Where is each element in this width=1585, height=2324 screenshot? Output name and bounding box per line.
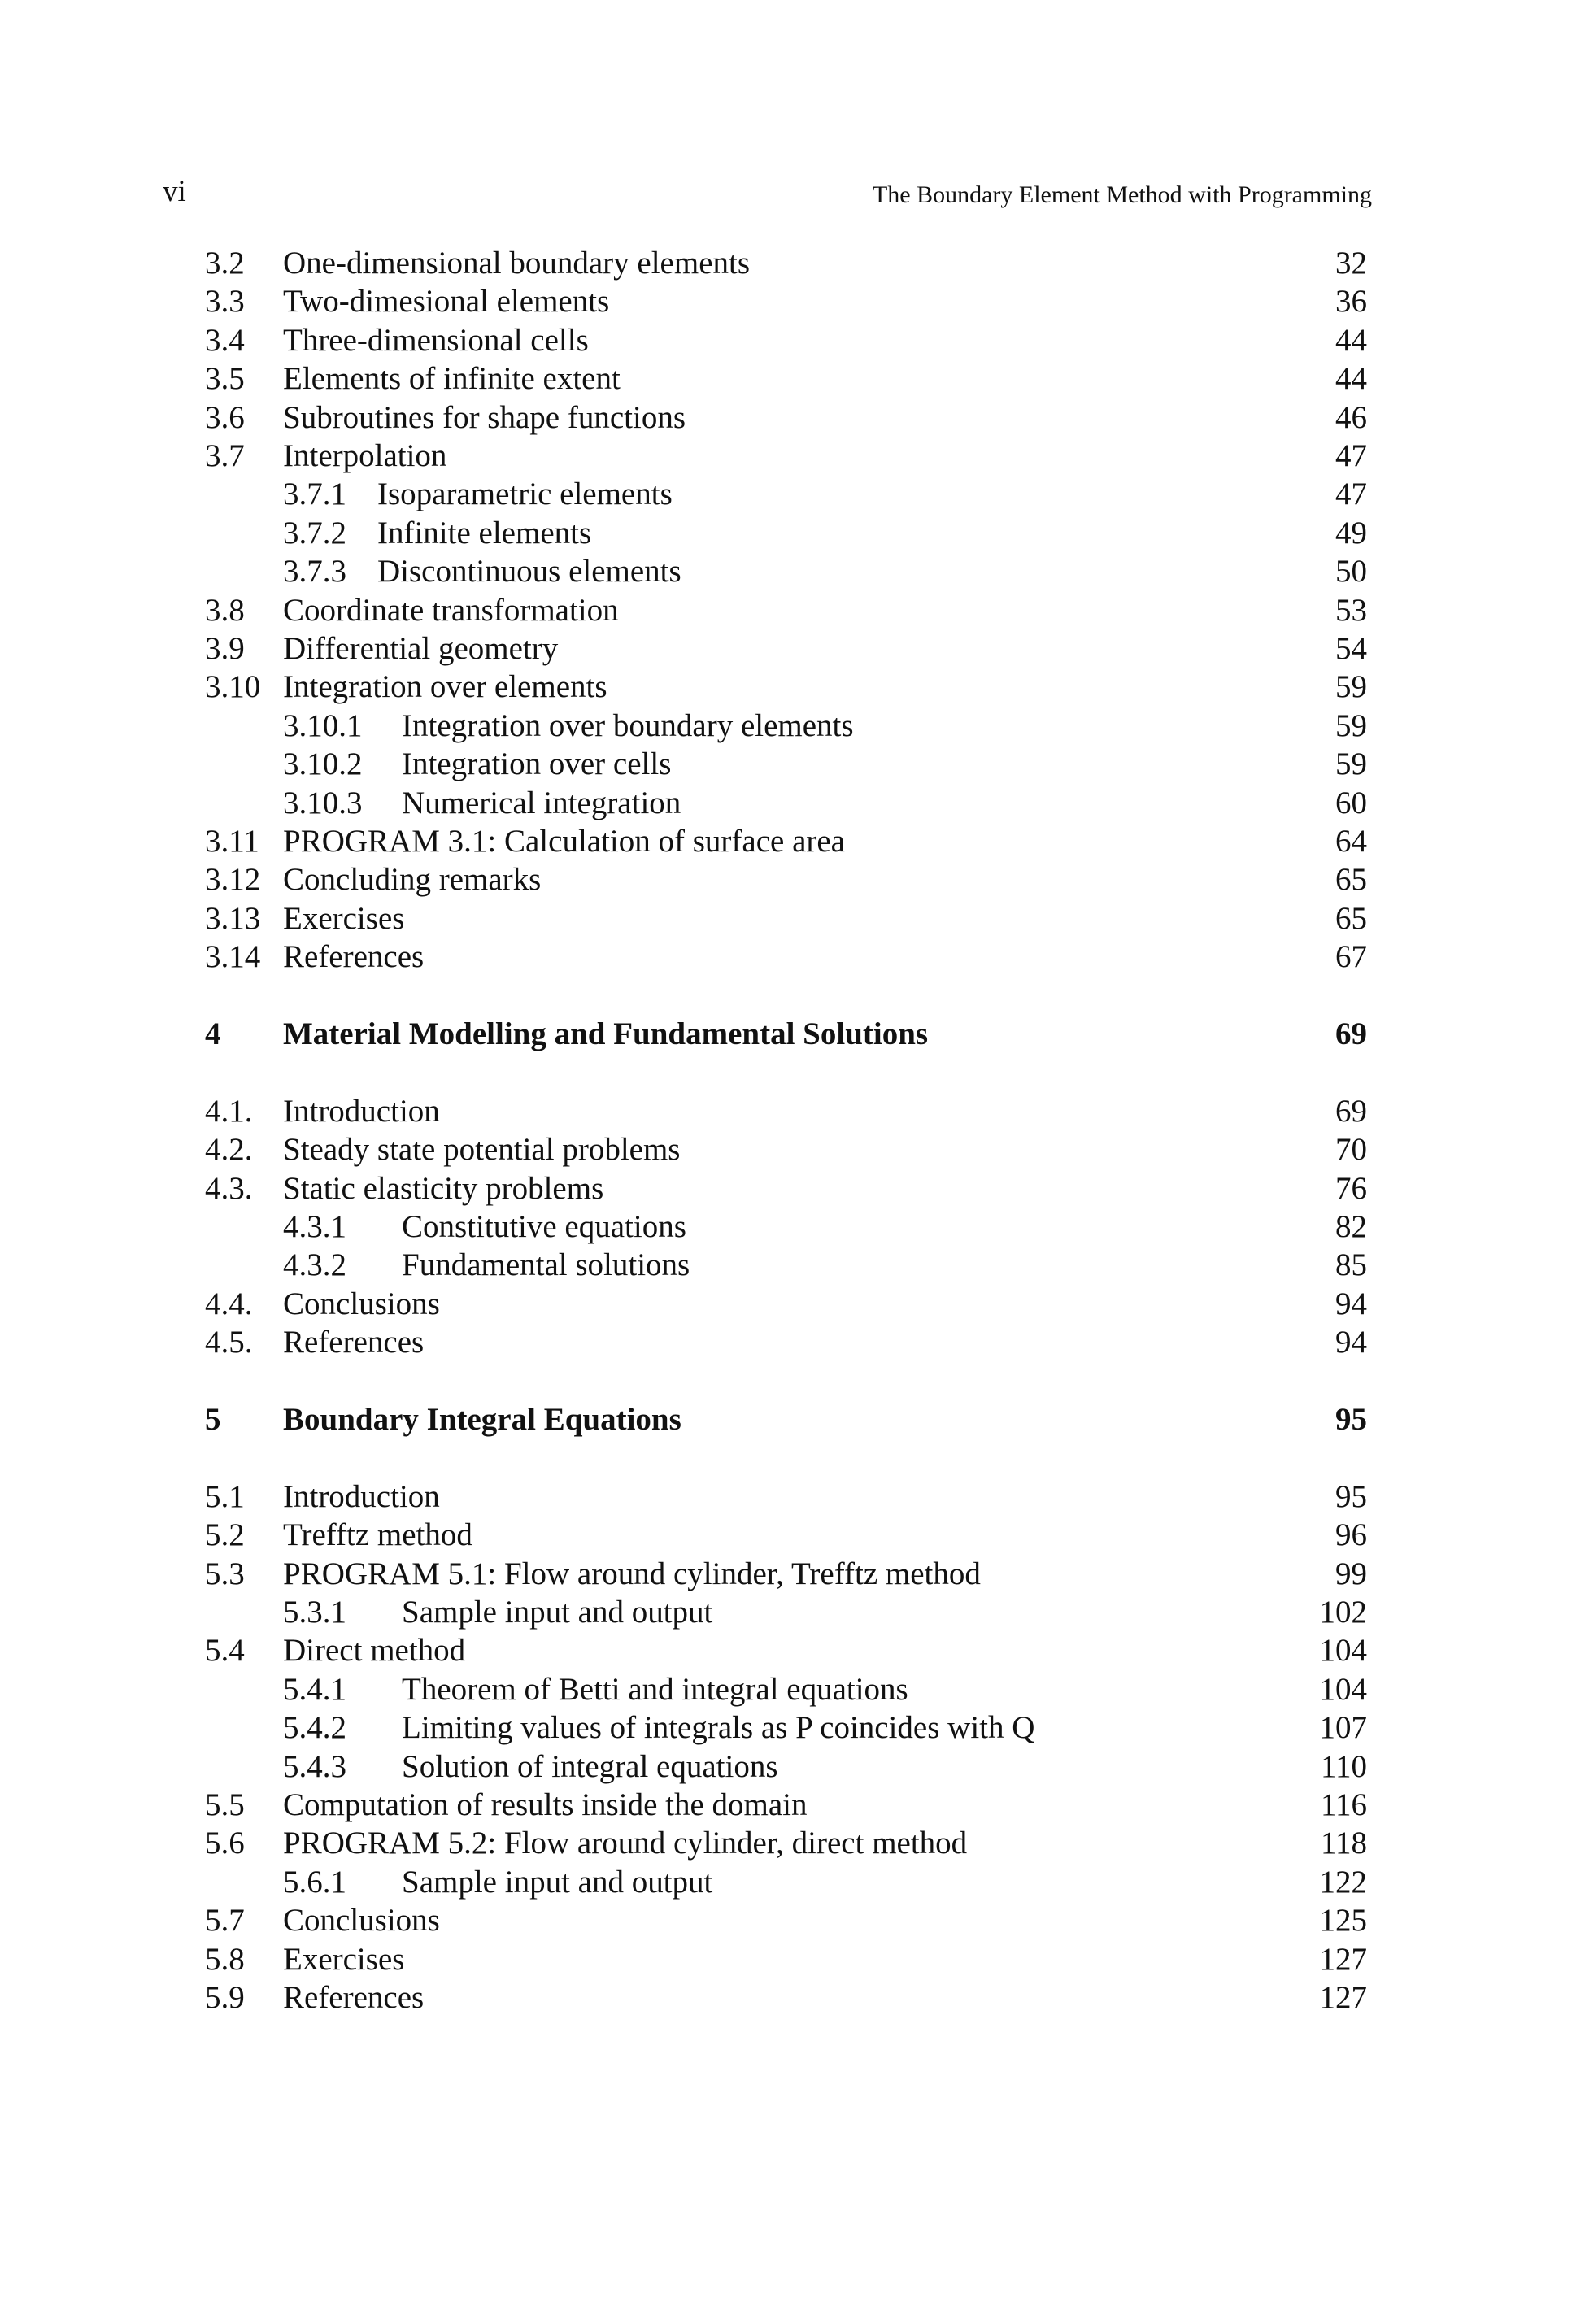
toc-entry[interactable] (0, 1130, 1585, 1169)
toc-entry-title: Trefftz method (283, 1517, 472, 1552)
toc-entry-number: 3.2 (205, 246, 245, 281)
toc-entry[interactable] (0, 899, 1585, 938)
page-folio: vi (163, 175, 186, 208)
toc-entry-page-number: 116 (1320, 1787, 1367, 1822)
toc-entry-number: 3.7.3 (283, 554, 346, 589)
toc-entry-page-number: 67 (1335, 939, 1367, 974)
toc-entry-number: 3.6 (205, 400, 245, 435)
toc-entry[interactable] (0, 1901, 1585, 1940)
toc-entry-title: Conclusions (283, 1286, 440, 1321)
toc-entry-number: 3.3 (205, 284, 245, 319)
toc-entry-page-number: 59 (1335, 746, 1367, 781)
toc-entry-page-number: 107 (1319, 1710, 1367, 1745)
toc-entry-title: Integration over boundary elements (402, 708, 854, 743)
toc-entry-title: Steady state potential problems (283, 1132, 681, 1167)
toc-entry-title: Integration over cells (402, 746, 672, 781)
toc-entry[interactable] (0, 475, 1585, 514)
toc-entry-number: 5.3.1 (283, 1595, 346, 1630)
toc-entry-title: Direct method (283, 1633, 466, 1668)
toc-entry-page-number: 104 (1319, 1672, 1367, 1707)
toc-entry-number: 3.10 (205, 669, 261, 704)
toc-entry-number: 3.12 (205, 862, 261, 897)
toc-entry[interactable] (0, 437, 1585, 476)
toc-entry[interactable] (0, 1516, 1585, 1555)
toc-entry[interactable] (0, 282, 1585, 321)
toc-entry-page-number: 50 (1335, 554, 1367, 589)
toc-entry-title: Material Modelling and Fundamental Solutions (283, 1016, 929, 1051)
toc-entry-number: 5 (205, 1402, 221, 1437)
toc-entry[interactable] (0, 244, 1585, 283)
toc-entry-number: 3.10.2 (283, 746, 363, 781)
toc-entry-number: 3.14 (205, 939, 261, 974)
toc-entry[interactable] (0, 1631, 1585, 1670)
toc-entry-page-number: 53 (1335, 593, 1367, 628)
toc-entry-page-number: 59 (1335, 708, 1367, 743)
toc-entry-title: Constitutive equations (402, 1209, 686, 1244)
toc-entry-number: 5.4 (205, 1633, 245, 1668)
toc-entry-number: 3.13 (205, 901, 261, 936)
toc-entry-title: Sample input and output (402, 1865, 713, 1900)
toc-entry[interactable] (0, 629, 1585, 668)
toc-entry-title: Conclusions (283, 1903, 440, 1938)
toc-entry-page-number: 54 (1335, 631, 1367, 666)
toc-entry[interactable] (0, 1593, 1585, 1632)
toc-entry-page-number: 118 (1320, 1826, 1367, 1861)
toc-entry-title: Exercises (283, 901, 405, 936)
toc-entry-title: Numerical integration (402, 786, 681, 820)
toc-entry-page-number: 95 (1335, 1479, 1367, 1514)
toc-entry-title: Isoparametric elements (377, 477, 673, 511)
toc-entry-number: 3.4 (205, 323, 245, 358)
toc-entry-title: Integration over elements (283, 669, 607, 704)
toc-entry[interactable] (0, 1863, 1585, 1902)
toc-entry[interactable] (0, 1708, 1585, 1747)
toc-entry-page-number: 44 (1335, 361, 1367, 396)
toc-entry-number: 4.3.2 (283, 1247, 346, 1282)
toc-entry-number: 5.6.1 (283, 1865, 346, 1900)
toc-entry[interactable] (0, 359, 1585, 398)
toc-entry-title: Subroutines for shape functions (283, 400, 686, 435)
toc-entry-title: Interpolation (283, 438, 447, 473)
toc-entry[interactable] (0, 1208, 1585, 1247)
toc-entry[interactable] (0, 1246, 1585, 1285)
toc-entry-page-number: 110 (1320, 1749, 1367, 1784)
toc-entry[interactable] (0, 1824, 1585, 1863)
toc-entry-title: Sample input and output (402, 1595, 713, 1630)
toc-entry-page-number: 64 (1335, 824, 1367, 859)
toc-entry[interactable] (0, 552, 1585, 591)
toc-entry-number: 5.7 (205, 1903, 245, 1938)
toc-entry-page-number: 99 (1335, 1556, 1367, 1591)
toc-entry-page-number: 82 (1335, 1209, 1367, 1244)
toc-entry-title: Three-dimensional cells (283, 323, 589, 358)
toc-entry-page-number: 69 (1335, 1016, 1367, 1051)
toc-entry[interactable] (0, 1285, 1585, 1324)
toc-entry-number: 4.1. (205, 1094, 253, 1129)
toc-entry-title: Discontinuous elements (377, 554, 681, 589)
toc-entry[interactable] (0, 707, 1585, 746)
toc-entry[interactable] (0, 1670, 1585, 1709)
toc-entry-title: Two-dimesional elements (283, 284, 610, 319)
toc-entry-page-number: 36 (1335, 284, 1367, 319)
toc-entry-number: 3.7.2 (283, 516, 346, 551)
toc-entry-number: 4.3. (205, 1171, 253, 1206)
toc-entry-title: Concluding remarks (283, 862, 542, 897)
toc-entry[interactable] (0, 822, 1585, 861)
toc-entry-number: 4.5. (205, 1325, 253, 1360)
toc-entry-number: 5.3 (205, 1556, 245, 1591)
toc-entry-page-number: 94 (1335, 1286, 1367, 1321)
toc-entry-page-number: 46 (1335, 400, 1367, 435)
toc-entry-title: Coordinate transformation (283, 593, 619, 628)
toc-entry-title: Introduction (283, 1094, 440, 1129)
toc-entry-number: 5.4.2 (283, 1710, 346, 1745)
toc-entry-number: 3.5 (205, 361, 245, 396)
toc-entry[interactable] (0, 938, 1585, 977)
toc-entry-title: One-dimensional boundary elements (283, 246, 751, 281)
toc-entry[interactable] (0, 745, 1585, 784)
toc-entry-page-number: 95 (1335, 1402, 1367, 1437)
toc-entry-page-number: 69 (1335, 1094, 1367, 1129)
toc-entry-title: Exercises (283, 1942, 405, 1977)
toc-entry-page-number: 32 (1335, 246, 1367, 281)
toc-entry-title: Static elasticity problems (283, 1171, 604, 1206)
toc-entry[interactable] (0, 398, 1585, 437)
toc-entry-number: 4.4. (205, 1286, 253, 1321)
toc-entry-title: Infinite elements (377, 516, 592, 551)
toc-entry[interactable] (0, 668, 1585, 707)
toc-entry-title: References (283, 939, 425, 974)
toc-entry-page-number: 70 (1335, 1132, 1367, 1167)
toc-entry[interactable] (0, 1478, 1585, 1517)
toc-entry-page-number: 94 (1335, 1325, 1367, 1360)
toc-entry[interactable] (0, 1978, 1585, 2017)
toc-entry[interactable] (0, 1940, 1585, 1979)
toc-entry-page-number: 47 (1335, 438, 1367, 473)
toc-entry[interactable] (0, 1786, 1585, 1825)
toc-entry-number: 5.4.3 (283, 1749, 346, 1784)
toc-entry-number: 5.2 (205, 1517, 245, 1552)
toc-entry[interactable] (0, 1747, 1585, 1787)
toc-entry-number: 3.10.1 (283, 708, 363, 743)
toc-entry-title: PROGRAM 5.2: Flow around cylinder, direct method (283, 1826, 968, 1861)
toc-entry-number: 5.1 (205, 1479, 245, 1514)
toc-entry-number: 4.3.1 (283, 1209, 346, 1244)
toc-entry-page-number: 127 (1319, 1980, 1367, 2015)
toc-entry[interactable] (0, 1323, 1585, 1362)
toc-entry-number: 3.7 (205, 438, 245, 473)
toc-entry-number: 4 (205, 1016, 221, 1051)
toc-entry-page-number: 104 (1319, 1633, 1367, 1668)
toc-entry-page-number: 60 (1335, 786, 1367, 820)
running-title: The Boundary Element Method with Programming (872, 181, 1372, 208)
toc-entry-title: Fundamental solutions (402, 1247, 690, 1282)
toc-entry-title: Solution of integral equations (402, 1749, 778, 1784)
toc-entry-number: 3.9 (205, 631, 245, 666)
toc-entry-page-number: 65 (1335, 862, 1367, 897)
toc-entry-number: 3.11 (205, 824, 259, 859)
toc-entry-number: 5.5 (205, 1787, 245, 1822)
toc-entry-title: Differential geometry (283, 631, 559, 666)
toc-entry-number: 3.7.1 (283, 477, 346, 511)
toc-entry-page-number: 96 (1335, 1517, 1367, 1552)
toc-entry-page-number: 59 (1335, 669, 1367, 704)
toc-chapter-entry[interactable] (0, 1400, 1585, 1439)
toc-entry-page-number: 49 (1335, 516, 1367, 551)
toc-entry-page-number: 127 (1319, 1942, 1367, 1977)
toc-entry-title: Computation of results inside the domain (283, 1787, 808, 1822)
toc-entry[interactable] (0, 1092, 1585, 1131)
toc-entry-title: References (283, 1980, 425, 2015)
toc-entry[interactable] (0, 1555, 1585, 1594)
toc-entry[interactable] (0, 321, 1585, 360)
toc-entry-number: 4.2. (205, 1132, 253, 1167)
toc-entry-title: Boundary Integral Equations (283, 1402, 681, 1437)
toc-entry-page-number: 47 (1335, 477, 1367, 511)
toc-entry-title: References (283, 1325, 425, 1360)
toc-entry-title: PROGRAM 3.1: Calculation of surface area (283, 824, 845, 859)
toc-entry-title: Limiting values of integrals as P coincides with Q (402, 1710, 1035, 1745)
toc-entry-number: 5.6 (205, 1826, 245, 1861)
toc-entry-number: 5.8 (205, 1942, 245, 1977)
toc-entry-page-number: 65 (1335, 901, 1367, 936)
toc-entry-title: Introduction (283, 1479, 440, 1514)
toc-entry-number: 3.8 (205, 593, 245, 628)
toc-entry-title: PROGRAM 5.1: Flow around cylinder, Trefftz method (283, 1556, 981, 1591)
toc-entry-page-number: 44 (1335, 323, 1367, 358)
toc-entry[interactable] (0, 784, 1585, 823)
toc-entry[interactable] (0, 860, 1585, 899)
toc-entry-page-number: 85 (1335, 1247, 1367, 1282)
toc-entry-title: Elements of infinite extent (283, 361, 621, 396)
toc-entry-number: 5.4.1 (283, 1672, 346, 1707)
toc-entry-title: Theorem of Betti and integral equations (402, 1672, 908, 1707)
toc-entry-page-number: 102 (1319, 1595, 1367, 1630)
toc-entry-number: 5.9 (205, 1980, 245, 2015)
toc-entry-page-number: 122 (1319, 1865, 1367, 1900)
toc-entry[interactable] (0, 514, 1585, 553)
toc-entry[interactable] (0, 1169, 1585, 1208)
toc-entry[interactable] (0, 591, 1585, 630)
toc-entry-page-number: 125 (1319, 1903, 1367, 1938)
toc-entry-number: 3.10.3 (283, 786, 363, 820)
toc-entry-page-number: 76 (1335, 1171, 1367, 1206)
toc-chapter-entry[interactable] (0, 1015, 1585, 1054)
